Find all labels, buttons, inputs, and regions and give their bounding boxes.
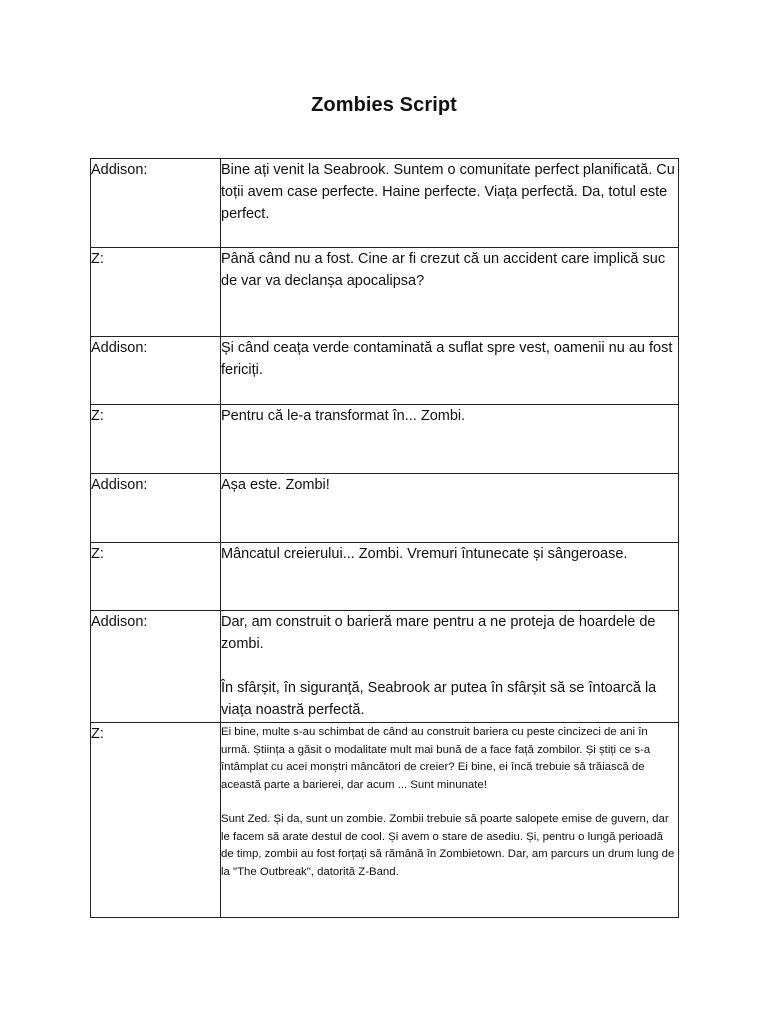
speaker-cell: Addison:	[91, 611, 221, 723]
speaker-cell: Addison:	[91, 474, 221, 543]
line-paragraph: Dar, am construit o barieră mare pentru a ne proteja de hoardele de zombi.	[221, 614, 656, 652]
script-table	[90, 158, 679, 918]
line-cell	[221, 405, 679, 474]
table-row	[91, 248, 679, 337]
table-row	[91, 159, 679, 248]
line-paragraph: Așa este. Zombi!	[221, 477, 330, 493]
line-cell	[221, 474, 679, 543]
line-cell	[221, 248, 679, 337]
table-row	[91, 474, 679, 543]
page-title: Zombies Script	[311, 94, 457, 116]
line-paragraph: Pentru că le-a transformat în... Zombi.	[221, 408, 466, 424]
table-row	[91, 405, 679, 474]
line-paragraph: Până când nu a fost. Cine ar fi crezut că un accident care implică suc de var va declanșa apocalipsa?	[221, 251, 666, 289]
speaker-cell: Z:	[91, 543, 221, 611]
line-paragraph: În sfârșit, în siguranță, Seabrook ar putea în sfârșit să se întoarcă la viața noastră perfectă.	[221, 680, 657, 718]
speaker-cell: Z:	[91, 248, 221, 337]
speaker-cell: Z:	[91, 405, 221, 474]
line-paragraph: Sunt Zed. Și da, sunt un zombie. Zombii trebuie să poarte salopete emise de guvern, dar le facem să arate destul de cool. Și avem o stare de asediu. Și, pentru o lungă perioadă de timp, zombii au fost forțați să rămână în Zombietown. Dar, am parcurs un drum lung de la "The Outbreak", datorită Z-Band.	[221, 813, 675, 878]
line-paragraph: Bine ați venit la Seabrook. Suntem o comunitate perfect planificată. Cu toții avem case perfecte. Haine perfecte. Viața perfectă. Da, totul este perfect.	[221, 162, 675, 222]
speaker-cell: Z:	[91, 723, 221, 918]
line-cell	[221, 337, 679, 405]
line-cell	[221, 543, 679, 611]
speaker-cell: Addison:	[91, 159, 221, 248]
line-paragraph: Ei bine, multe s-au schimbat de când au construit bariera cu peste cincizeci de ani în urmă. Știința a găsit o modalitate mult mai bună de a face față zombilor. Și știți ce s-a întâmplat cu acei monștri mâncători de creier? Ei bine, ei încă trebuie să trăiască de această parte a barierei, dar acum ... Sunt minunate!	[221, 726, 651, 791]
line-paragraph: Și când ceața verde contaminată a suflat spre vest, oamenii nu au fost fericiți.	[221, 340, 673, 378]
table-row	[91, 723, 679, 918]
table-row	[91, 543, 679, 611]
line-cell	[221, 159, 679, 248]
speaker-cell: Addison:	[91, 337, 221, 405]
table-row	[91, 337, 679, 405]
line-paragraph: Mâncatul creierului... Zombi. Vremuri întunecate și sângeroase.	[221, 546, 628, 562]
line-cell	[221, 723, 679, 918]
line-cell	[221, 611, 679, 723]
table-row	[91, 611, 679, 723]
